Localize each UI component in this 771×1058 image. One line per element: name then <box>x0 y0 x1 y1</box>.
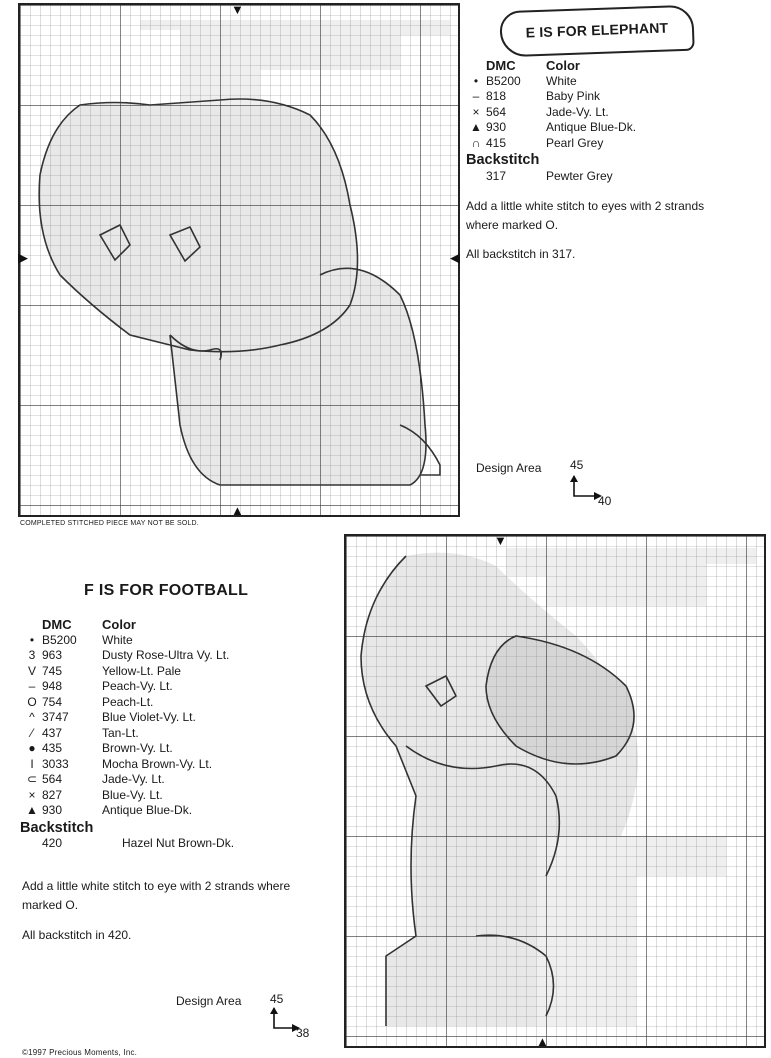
elephant-backstitch-row: 317 Pewter Grey <box>486 168 613 183</box>
elephant-design-area-label: Design Area <box>476 461 542 475</box>
dash-symbol-icon: – <box>472 89 480 103</box>
football-col-dmc: DMC <box>42 617 72 632</box>
copyright-notice: ©1997 Precious Moments, Inc. <box>22 1048 138 1057</box>
elephant-design-width: 40 <box>598 494 612 508</box>
arch-symbol-icon: ∩ <box>471 135 481 150</box>
football-col-color: Color <box>102 617 136 632</box>
elephant-chart-grid <box>20 2 458 518</box>
football-key-row: ⊂ 564 Jade-Vy. Lt. <box>22 772 342 788</box>
subset-symbol-icon: ⊂ <box>26 772 38 786</box>
dot-symbol-icon: ● <box>28 741 36 755</box>
football-key-row: • B5200 White <box>22 633 342 649</box>
football-key-row: O 754 Peach-Lt. <box>22 695 342 711</box>
elephant-key-row: × 564 Jade-Vy. Lt. <box>466 105 766 121</box>
football-design-area-label: Design Area <box>176 994 242 1008</box>
football-design-width: 38 <box>296 1026 310 1040</box>
football-design-area <box>176 992 336 1042</box>
three-symbol-icon: 3 <box>28 648 36 662</box>
triangle-symbol-icon: ▲ <box>26 803 38 817</box>
elephant-key-row: ∩ 415 Pearl Grey <box>466 136 766 152</box>
bar-symbol-icon: I <box>30 756 34 771</box>
elephant-chart <box>18 3 460 517</box>
football-key-row: ▲ 930 Antique Blue-Dk. <box>22 803 342 819</box>
football-backstitch-heading: Backstitch <box>20 819 94 836</box>
elephant-col-dmc: DMC <box>486 58 516 73</box>
elephant-thread-key <box>466 58 766 184</box>
football-key-row: × 827 Blue-Vy. Lt. <box>22 788 342 804</box>
elephant-backstitch-note: All backstitch in 317. <box>466 247 576 261</box>
elephant-left-center-arrow: ▶ <box>18 250 28 265</box>
elephant-design-height: 45 <box>570 458 584 472</box>
elephant-key-row: • B5200 White <box>466 74 766 90</box>
football-key-row: ● 435 Brown-Vy. Lt. <box>22 741 342 757</box>
elephant-title: E IS FOR ELEPHANT <box>525 19 669 41</box>
football-key-row: ⁄ 437 Tan-Lt. <box>22 726 342 742</box>
elephant-title-banner <box>499 5 694 58</box>
caret-symbol-icon: ^ <box>29 710 35 724</box>
cross-symbol-icon: × <box>28 787 36 802</box>
football-key-header <box>22 617 342 633</box>
football-bottom-center-arrow: ▲ <box>536 1034 549 1049</box>
elephant-bottom-center-arrow: ▲ <box>231 503 244 518</box>
slash-symbol-icon: ⁄ <box>30 725 33 740</box>
football-backstitch-note: All backstitch in 420. <box>22 928 132 942</box>
football-title: F IS FOR FOOTBALL <box>84 582 249 599</box>
football-thread-key <box>22 617 342 852</box>
elephant-right-center-arrow: ◀ <box>450 250 460 265</box>
cross-symbol-icon: × <box>472 104 480 119</box>
elephant-eye-note: Add a little white stitch to eyes with 2 strands where marked O. <box>466 199 705 232</box>
football-key-row: ^ 3747 Blue Violet-Vy. Lt. <box>22 710 342 726</box>
dash-symbol-icon: – <box>28 679 36 693</box>
football-key-row: – 948 Peach-Vy. Lt. <box>22 679 342 695</box>
white-symbol-icon: • <box>473 73 479 88</box>
football-key-row: V 745 Yellow-Lt. Pale <box>22 664 342 680</box>
football-key-row: 3 963 Dusty Rose-Ultra Vy. Lt. <box>22 648 342 664</box>
football-backstitch-row: 420 Hazel Nut Brown-Dk. <box>42 836 235 850</box>
eye-mark-symbol: O. <box>545 218 559 232</box>
elephant-col-color: Color <box>546 58 580 73</box>
white-symbol-icon: • <box>29 632 35 647</box>
football-chart <box>344 534 766 1048</box>
elephant-key-row: – 818 Baby Pink <box>466 89 766 105</box>
elephant-top-center-arrow: ▼ <box>231 2 244 17</box>
football-chart-grid <box>346 533 764 1049</box>
elephant-design-area <box>476 458 636 508</box>
v-symbol-icon: V <box>27 663 36 678</box>
football-design-height: 45 <box>270 992 284 1006</box>
not-sold-notice: COMPLETED STITCHED PIECE MAY NOT BE SOLD. <box>20 520 199 527</box>
football-top-center-arrow: ▼ <box>494 533 507 548</box>
circle-symbol-icon: O <box>27 694 37 709</box>
elephant-key-row: ▲ 930 Antique Blue-Dk. <box>466 120 766 136</box>
triangle-symbol-icon: ▲ <box>470 120 482 134</box>
elephant-backstitch-heading: Backstitch <box>466 152 540 168</box>
elephant-key-header <box>466 58 766 74</box>
football-eye-note: Add a little white stitch to eye with 2 strands where marked O. <box>22 879 291 912</box>
football-key-row: I 3033 Mocha Brown-Vy. Lt. <box>22 757 342 773</box>
eye-mark-symbol: O. <box>65 898 79 912</box>
